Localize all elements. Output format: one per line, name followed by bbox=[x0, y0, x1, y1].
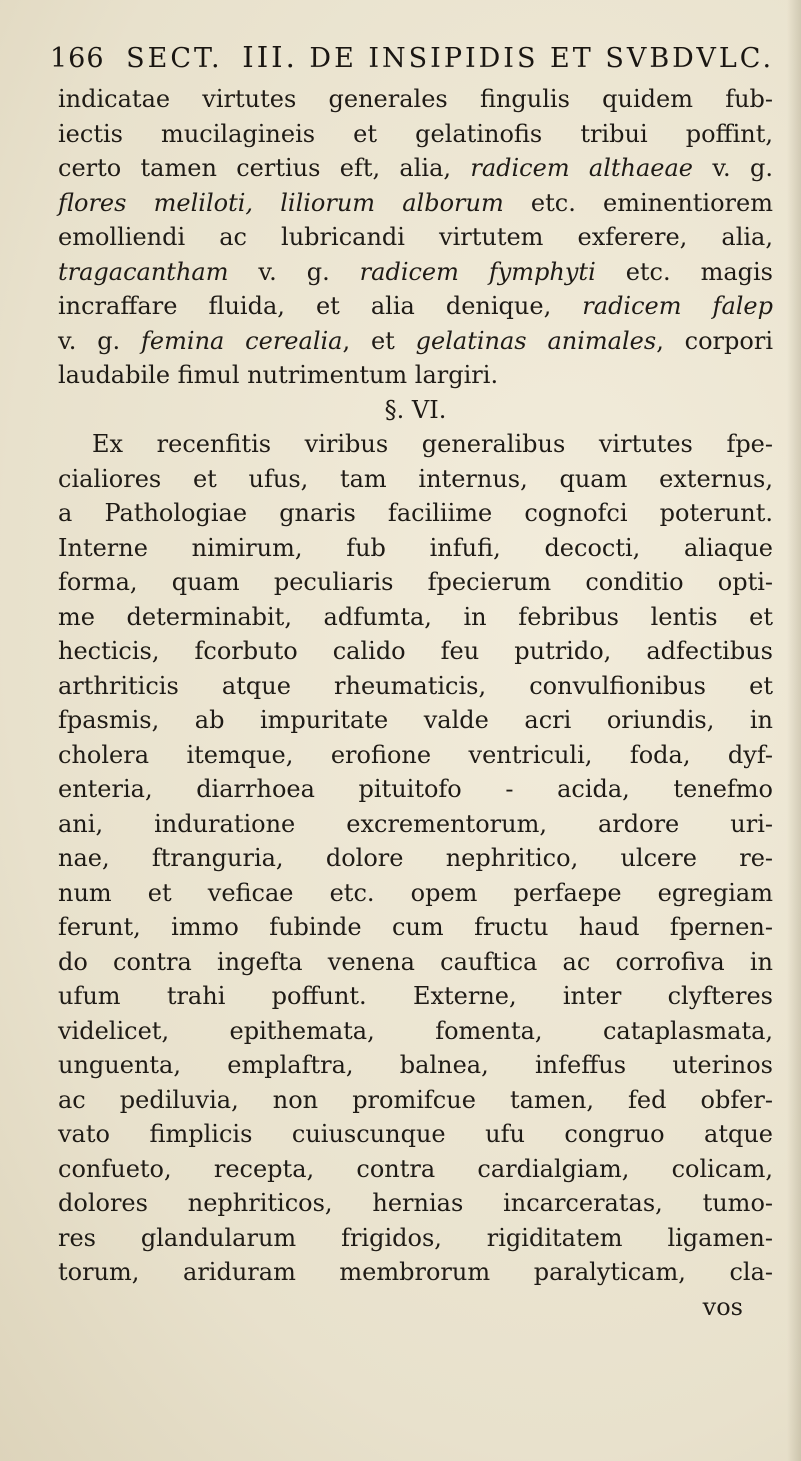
section-number: III. bbox=[242, 40, 298, 74]
text-line bbox=[58, 324, 773, 359]
text-line bbox=[58, 1117, 773, 1152]
text-line bbox=[58, 772, 773, 807]
text-run: indicatae virtutes generales fingulis quidem fub- bbox=[58, 85, 773, 113]
text-line bbox=[58, 841, 773, 876]
text-run: ac pediluvia, non promifcue tamen, fed obfer- bbox=[58, 1085, 773, 1114]
page-number: 166 bbox=[50, 43, 105, 74]
text-line bbox=[58, 82, 773, 117]
text-run: forma, quam peculiaris fpecierum conditio opti- bbox=[58, 568, 773, 596]
text-line bbox=[58, 1255, 773, 1290]
text-run: cialiores et ufus, tam internus, quam externus, bbox=[58, 464, 773, 493]
italic-term: radicem fymphyti bbox=[359, 257, 596, 286]
running-head bbox=[50, 40, 790, 74]
text-run: torum, ariduram membrorum paralyticam, cla- bbox=[58, 1258, 773, 1286]
text-run: cholera itemque, erofione ventriculi, foda, dyf- bbox=[58, 740, 773, 769]
text-line bbox=[58, 1152, 773, 1187]
text-run: me determinabit, adfumta, in febribus lentis et bbox=[58, 602, 773, 631]
text-line bbox=[58, 1083, 773, 1118]
text-run: iectis mucilagineis et gelatinofis tribui poffint, bbox=[58, 119, 773, 148]
text-line bbox=[58, 186, 773, 221]
text-run: v. g. bbox=[58, 326, 142, 355]
text-run: videlicet, epithemata, fomenta, cataplasmata, bbox=[58, 1016, 773, 1045]
text-line bbox=[58, 427, 773, 462]
text-run: res glandularum frigidos, rigiditatem ligamen- bbox=[58, 1223, 773, 1252]
text-run: ani, induratione excrementorum, ardore uri- bbox=[58, 809, 773, 838]
text-run: hecticis, fcorbuto calido feu putrido, adfectibus bbox=[58, 637, 773, 665]
italic-term: radicem althaeae bbox=[470, 154, 694, 182]
text-run: a Pathologiae gnaris faciliime cognofci poterunt. bbox=[58, 499, 773, 527]
text-line bbox=[58, 117, 773, 152]
italic-term: femina cerealia bbox=[141, 326, 343, 355]
text-run: fpasmis, ab impuritate valde acri oriundis, in bbox=[58, 706, 773, 734]
text-run: Ex recenfitis viribus generalibus virtutes fpe- bbox=[92, 430, 773, 458]
text-run: enteria, diarrhoea pituitofo - acida, tenefmo bbox=[58, 775, 773, 803]
text-run: emolliendi ac lubricandi virtutem exferere, alia, bbox=[58, 223, 773, 251]
text-run: unguenta, emplaftra, balnea, infeffus uterinos bbox=[58, 1051, 773, 1079]
section-label: SECT. bbox=[126, 43, 223, 74]
text-run: num et veficae etc. opem perfaepe egregiam bbox=[58, 878, 773, 907]
text-run: ufum trahi poffunt. Externe, inter clyfteres bbox=[58, 982, 773, 1010]
italic-term: tragacantham bbox=[58, 257, 229, 286]
section-heading bbox=[58, 393, 773, 428]
text-line bbox=[58, 910, 773, 945]
text-run: arthriticis atque rheumaticis, convulfionibus et bbox=[58, 671, 773, 700]
text-line bbox=[58, 600, 773, 635]
text-line bbox=[58, 1221, 773, 1256]
text-line bbox=[58, 1014, 773, 1049]
text-line bbox=[58, 703, 773, 738]
text-line bbox=[58, 289, 773, 324]
text-run: Interne nimirum, fub infufi, decocti, aliaque bbox=[58, 533, 773, 562]
text-line bbox=[58, 807, 773, 842]
text-run: v. g. bbox=[228, 257, 360, 286]
text-run: ferunt, immo fubinde cum fructu haud fpernen- bbox=[58, 913, 773, 941]
text-run: dolores nephriticos, hernias incarceratas, tumo- bbox=[58, 1189, 773, 1217]
running-title: DE INSIPIDIS ET SVBDVLC. bbox=[309, 43, 775, 74]
text-run: §. VI. bbox=[384, 395, 447, 424]
text-line bbox=[58, 1290, 773, 1325]
text-line bbox=[58, 358, 773, 393]
page-edge-shadow bbox=[787, 0, 801, 1461]
text-line bbox=[58, 979, 773, 1014]
italic-term: radicem falep bbox=[582, 292, 773, 320]
italic-term: gelatinas animales bbox=[415, 326, 657, 355]
text-run: confueto, recepta, contra cardialgiam, colicam, bbox=[58, 1154, 773, 1183]
text-line bbox=[58, 876, 773, 911]
text-line bbox=[58, 634, 773, 669]
text-line bbox=[58, 531, 773, 566]
italic-term: flores meliloti, liliorum alborum bbox=[58, 188, 504, 217]
text-run: nae, ftranguria, dolore nephritico, ulcere re- bbox=[58, 844, 773, 872]
text-line bbox=[58, 1048, 773, 1083]
text-line bbox=[58, 738, 773, 773]
text-line bbox=[58, 220, 773, 255]
text-run: , corpori bbox=[656, 326, 773, 355]
text-run: vato fimplicis cuiuscunque ufu congruo atque bbox=[58, 1120, 773, 1148]
text-run: vos bbox=[702, 1292, 743, 1321]
text-line bbox=[58, 496, 773, 531]
text-run: v. g. bbox=[693, 154, 773, 182]
text-run: laudabile fimul nutrimentum largiri. bbox=[58, 361, 499, 389]
text-line bbox=[58, 462, 773, 497]
text-run: etc. eminentiorem bbox=[503, 188, 773, 217]
text-line bbox=[58, 1186, 773, 1221]
text-line bbox=[58, 669, 773, 704]
text-run: do contra ingefta venena cauftica ac corrofiva in bbox=[58, 947, 773, 976]
text-run: incraffare fluida, et alia denique, bbox=[58, 292, 583, 320]
text-run: , et bbox=[342, 326, 416, 355]
text-run: certo tamen certius eft, alia, bbox=[58, 154, 471, 182]
text-line bbox=[58, 255, 773, 290]
text-line bbox=[58, 565, 773, 600]
text-run: etc. magis bbox=[595, 257, 773, 286]
body-text bbox=[58, 82, 773, 1324]
text-line bbox=[58, 151, 773, 186]
text-line bbox=[58, 945, 773, 980]
